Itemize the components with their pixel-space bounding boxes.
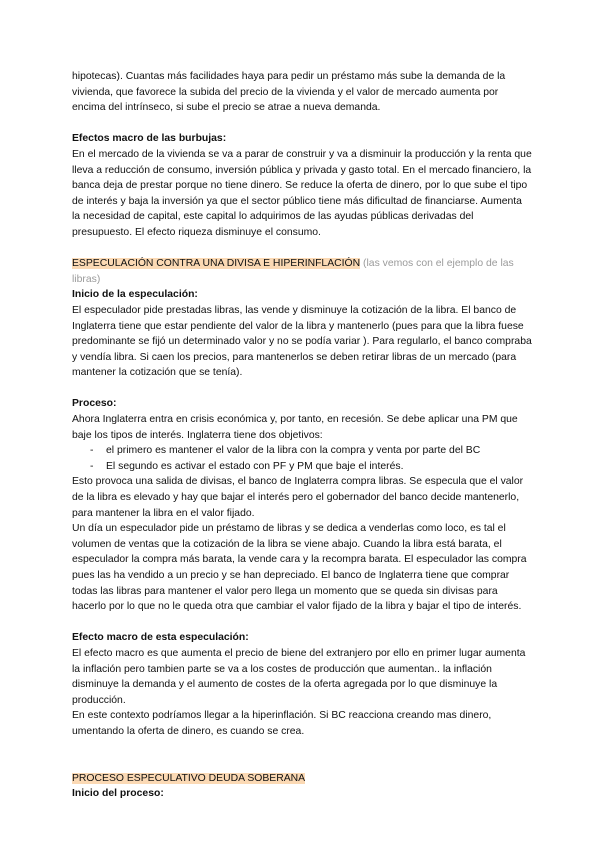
heading-proceso: Proceso:	[72, 398, 117, 410]
heading-inicio-proceso: Inicio del proceso:	[72, 788, 164, 800]
paragraph-inicio-especulacion: El especulador pide prestadas libras, las vende y disminuye la cotización de la libra. El banco de Inglaterra tiene que estar pendiente del valor de la libra y mantenerlo (pues para que la libra fuese predominante se fijó un determinado valor y no se podía variar ). Para regularlo, el banco compraba y vendía libra. Si caen los precios, para mantenerlos se deben retirar libras de un mercado (para mantener la cotización que se tenía).	[72, 304, 532, 379]
paragraph-proceso-1: Ahora Inglaterra entra en crisis económica y, por tanto, en recesión. Se debe aplicar una PM que baje los tipos de interés. Inglaterra tiene dos objetivos:	[72, 414, 518, 441]
paragraph-efectos-macro-burbujas: En el mercado de la vivienda se va a parar de construir y va a disminuir la producción y la renta que lleva a reducción de consumo, inversión pública y privada y gasto total. En el mercado financiero, la banca deja de prestar porque no tiene dinero. Se reduce la oferta de dinero, por lo que sube el tipo de interés y baja la inversión ya que el sector público tiene más dificultad de financiarse. Aumenta la necesidad de capital, este capital lo adquirimos de las ayudas públicas derivadas del presupuesto. El efecto riqueza disminuye el consumo.	[72, 148, 532, 238]
paragraph-efecto-macro-2: En este contexto podríamos llegar a la hiperinflación. Si BC reacciona creando mas dinero, umentando la oferta de dinero, es cuando se crea.	[72, 710, 492, 737]
intro-paragraph: hipotecas). Cuantas más facilidades haya para pedir un préstamo más sube la demanda de la vivienda, que favorece la subida del precio de la vivienda y el valor de mercado aumenta por encima del intrínseco, si sube el precio se atrae a nueva demanda.	[72, 71, 506, 114]
paragraph-proceso-3: Un día un especulador pide un préstamo de libras y se dedica a venderlas como loco, es tal el volumen de ventas que la cotización de la libra se viene abajo. Cuando la libra está barata, el especulador la compra más barata, la vende cara y la recompra barata. El especulador las compra pues las ha vendido a un precio y se han depreciado. El banco de Inglaterra tiene que comprar todas las libras para mantener el valor pero llega un momento que se queda sin divisas para hacerlo por lo que no le queda otra que cambiar el valor fijado de la libra y bajar el tipo de interés.	[72, 523, 527, 613]
heading-inicio-especulacion: Inicio de la especulación:	[72, 289, 198, 301]
section-title-deuda-soberana	[72, 771, 532, 787]
paragraph-efecto-macro-1: El efecto macro es que aumenta el precio de biene del extranjero por ello en primer lugar aumenta la inflación pero tambien parte se va a los costes de producción que aumentan.. la inflación disminuye la demanda y el aumento de costes de la oferta agregada por lo que disminuye la producción.	[72, 647, 526, 706]
document-content	[72, 69, 532, 802]
list-item: - El segundo es activar el estado con PF y PM que baje el interés.	[72, 459, 532, 475]
heading-efecto-macro-especulacion: Efecto macro de esta especulación:	[72, 632, 249, 644]
title-note: (las vemos con el ejemplo de las libras)	[72, 258, 514, 285]
heading-efectos-macro-burbujas: Efectos macro de las burbujas:	[72, 133, 227, 145]
objetivos-list	[72, 443, 532, 474]
highlighted-title-especulacion: ESPECULACIÓN CONTRA UNA DIVISA E HIPERINFLACIÓN	[72, 258, 361, 270]
list-item: - el primero es mantener el valor de la libra con la compra y venta por parte del BC	[72, 443, 532, 459]
paragraph-proceso-2: Esto provoca una salida de divisas, el banco de Inglaterra compra libras. Se especula que el valor de la libra es elevado y hay que bajar el interés pero el gobernador del banco decide mantenerlo, para mantener la libra en el valor fijado.	[72, 476, 524, 519]
section-title-especulacion	[72, 256, 532, 287]
highlighted-title-deuda-soberana: PROCESO ESPECULATIVO DEUDA SOBERANA	[72, 772, 306, 784]
